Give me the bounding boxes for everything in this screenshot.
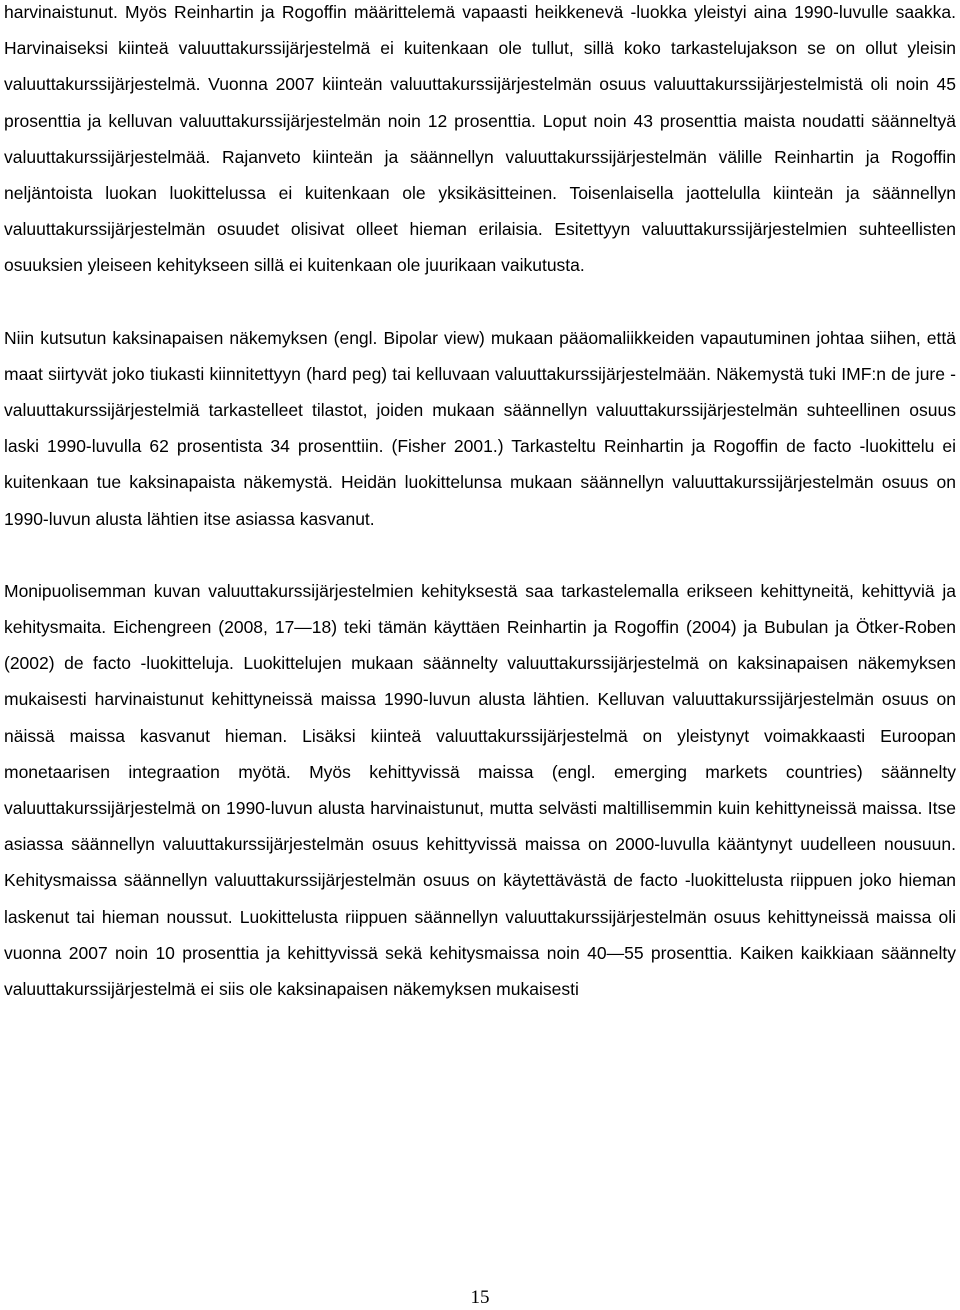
paragraph-1: harvinaistunut. Myös Reinhartin ja Rogoffin määrittelemä vapaasti heikkenevä -luokka yleistyi aina 1990-luvulle saakka. Harvinaiseksi kiinteä valuuttakurssijärjestelmä ei kuitenkaan ole tullut, sillä koko tarkastelujakson se on ollut yleisin valuuttakurssijärjestelmä. Vuonna 2007 kiinteän valuuttakurssijärjestelmän osuus valuuttakurssijärjestelmistä oli noin 45 prosenttia ja kelluvan valuuttakurssijärjestelmän noin 12 prosenttia. Loput noin 43 prosenttia maista noudatti säänneltyä valuuttakurssijärjestelmää. Rajanveto kiinteän ja säännellyn valuuttakurssijärjestelmän välille Reinhartin ja Rogoffin neljäntoista luokan luokittelussa ei kuitenkaan ole yksikäsitteinen. Toisenlaisella jaottelulla kiinteän ja säännellyn valuuttakurssijärjestelmän osuudet olisivat olleet hieman erilaisia. Esitettyyn valuuttakurssijärjestelmien suhteellisten osuuksien yleiseen kehitykseen sillä ei kuitenkaan ole juurikaan vaikutusta. (4, 2, 956, 276)
page-number: 15 (470, 1287, 490, 1308)
document-page (4, 0, 956, 1007)
paragraph-3: Monipuolisemman kuvan valuuttakurssijärjestelmien kehityksestä saa tarkastelemalla erikseen kehittyneitä, kehittyviä ja kehitysmaita. Eichengreen (2008, 17—18) teki tämän käyttäen Reinhartin ja Rogoffin (2004) ja Bubulan ja Ötker-Roben (2002) de facto -luokitteluja. Luokittelujen mukaan säännelty valuuttakurssijärjestelmä on kaksinapaisen näkemyksen mukaisesti harvinaistunut kehittyneissä maissa 1990-luvun alusta lähtien. Kelluvan valuuttakurssijärjestelmän osuus on näissä maissa kasvanut hieman. Lisäksi kiinteä valuuttakurssijärjestelmä on yleistynyt voimakkaasti Euroopan monetaarisen integraation myötä. Myös kehittyvissä maissa (engl. emerging markets countries) säännelty valuuttakurssijärjestelmä on 1990-luvun alusta harvinaistunut, mutta selvästi maltillisemmin kuin kehittyneissä maissa. Itse asiassa säännellyn valuuttakurssijärjestelmän osuus kehittyvissä maissa on 2000-luvulla kääntynyt uudelleen nousuun. Kehitysmaissa säännellyn valuuttakurssijärjestelmän osuus on käytettävästä de facto -luokittelusta riippuen joko hieman laskenut tai hieman noussut. Luokittelusta riippuen säännellyn valuuttakurssijärjestelmän osuus kehittyneissä maissa oli vuonna 2007 noin 10 prosenttia ja kehittyvissä sekä kehitysmaissa noin 40—55 prosenttia. Kaiken kaikkiaan säännelty valuuttakurssijärjestelmä ei siis ole kaksinapaisen näkemyksen mukaisesti (4, 580, 956, 1000)
paragraph-2: Niin kutsutun kaksinapaisen näkemyksen (engl. Bipolar view) mukaan pääomaliikkeiden vapautuminen johtaa siihen, että maat siirtyvät joko tiukasti kiinnitettyyn (hard peg) tai kelluvaan valuuttakurssijärjestelmään. Näkemystä tuki IMF:n de jure -valuuttakurssijärjestelmiä tarkastelleet tilastot, joiden mukaan säännellyn valuuttakurssijärjestelmän suhteellinen osuus laski 1990-luvulla 62 prosentista 34 prosenttiin. (Fisher 2001.) Tarkasteltu Reinhartin ja Rogoffin de facto -luokittelu ei kuitenkaan tue kaksinapaista näkemystä. Heidän luokittelunsa mukaan säännellyn valuuttakurssijärjestelmän osuus on 1990-luvun alusta lähtien itse asiassa kasvanut. (4, 327, 956, 529)
